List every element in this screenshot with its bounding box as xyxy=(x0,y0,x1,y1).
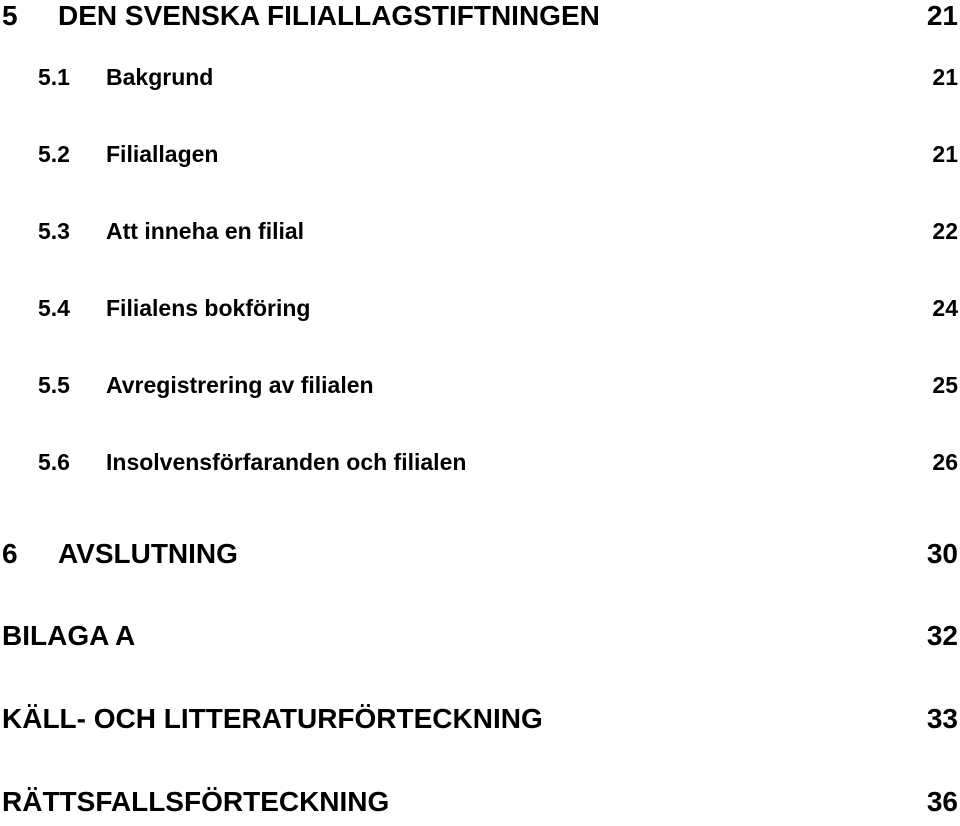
toc-entry-section-5-5[interactable] xyxy=(0,372,960,412)
toc-title: Filiallagen xyxy=(106,141,219,167)
toc-title: Filialens bokföring xyxy=(106,295,311,321)
toc-page-number: 36 xyxy=(926,786,958,817)
toc-entry-chapter-5[interactable] xyxy=(0,0,960,40)
toc-entry-section-5-2[interactable] xyxy=(0,141,960,181)
toc-title: DEN SVENSKA FILIALLAGSTIFTNINGEN xyxy=(58,0,600,31)
toc-entry-section-5-3[interactable] xyxy=(0,218,960,258)
toc-number: 5.3 xyxy=(38,218,70,244)
toc-title: Avregistrering av filialen xyxy=(106,372,374,398)
toc-number: 5 xyxy=(2,0,18,31)
toc-title: BILAGA A xyxy=(2,620,136,651)
toc-number: 5.5 xyxy=(38,372,70,398)
toc-page-number: 21 xyxy=(926,0,958,31)
toc-number: 5.2 xyxy=(38,141,70,167)
toc-title: Att inneha en filial xyxy=(106,218,305,244)
toc-entry-section-5-1[interactable] xyxy=(0,64,960,104)
toc-page-number: 22 xyxy=(932,218,958,244)
toc-page-number: 24 xyxy=(932,295,958,321)
toc-page-number: 26 xyxy=(932,449,958,475)
toc-title: Bakgrund xyxy=(106,64,214,90)
toc-number: 5.4 xyxy=(38,295,70,321)
toc-entry-appendix[interactable] xyxy=(0,620,960,660)
toc-entry-chapter-6[interactable] xyxy=(0,538,960,578)
toc-entry-section-5-4[interactable] xyxy=(0,295,960,335)
toc-number: 5.6 xyxy=(38,449,70,475)
toc-page-number: 25 xyxy=(932,372,958,398)
toc-page-number: 32 xyxy=(926,620,958,651)
toc-page-number: 30 xyxy=(926,538,958,569)
toc-page-number: 33 xyxy=(926,703,958,734)
toc-number: 6 xyxy=(2,538,18,569)
toc-title: KÄLL- OCH LITTERATURFÖRTECKNING xyxy=(2,703,543,734)
toc-entry-references[interactable] xyxy=(0,703,960,743)
toc-page-number: 21 xyxy=(932,64,958,90)
toc-page-number: 21 xyxy=(932,141,958,167)
toc-title: RÄTTSFALLSFÖRTECKNING xyxy=(2,786,390,817)
toc-number: 5.1 xyxy=(38,64,70,90)
toc-title: Insolvensförfaranden och filialen xyxy=(106,449,467,475)
toc-entry-section-5-6[interactable] xyxy=(0,449,960,489)
toc-entry-cases[interactable] xyxy=(0,786,960,826)
toc-title: AVSLUTNING xyxy=(58,538,238,569)
